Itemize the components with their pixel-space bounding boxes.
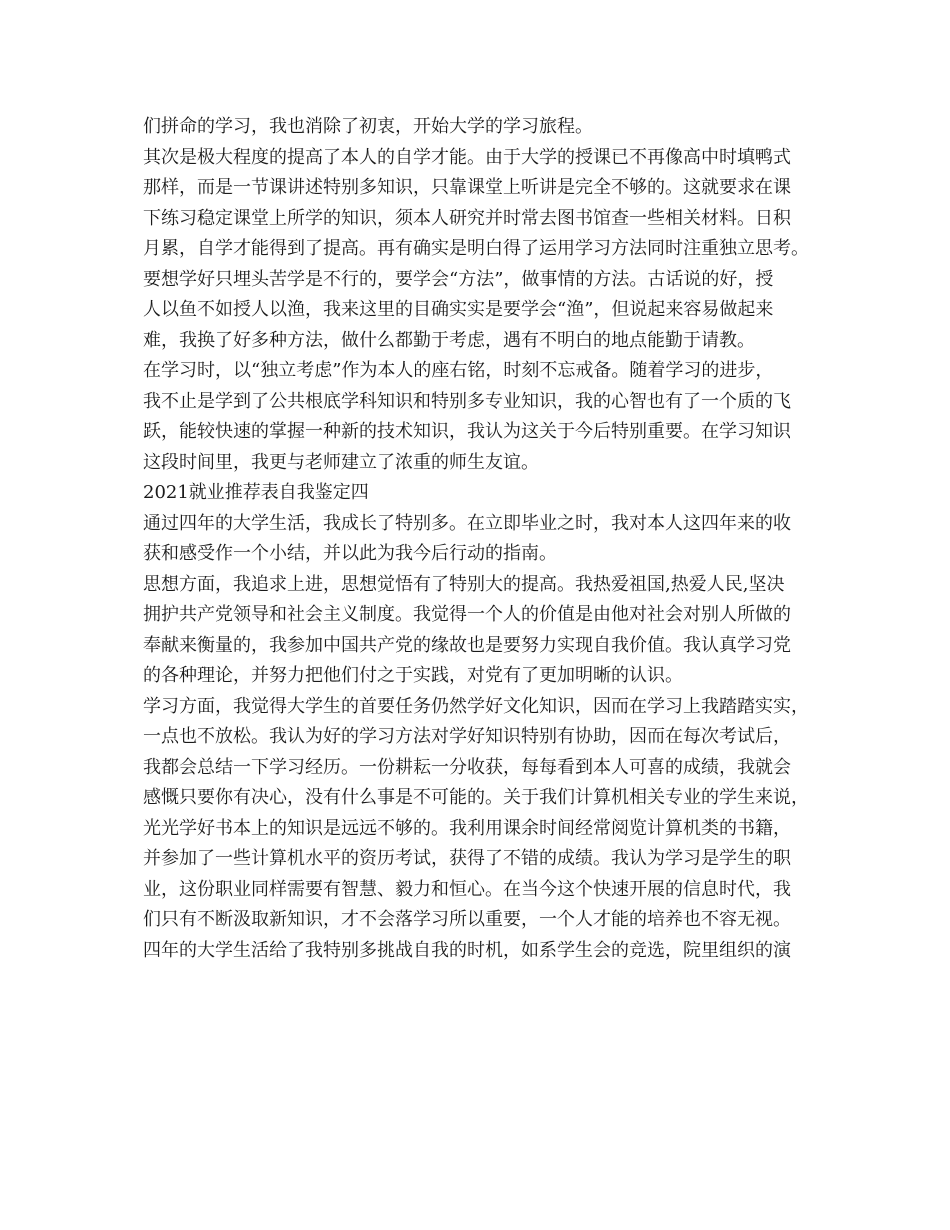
text-line: 获和感受作一个小结，并以此为我今后行动的指南。: [143, 543, 557, 564]
text-line: 们只有不断汲取新知识，才不会落学习所以重要，一个人才能的培养也不容无视。: [143, 909, 791, 930]
text-line: 奉献来衡量的，我参加中国共产党的缘故也是要努力实现自我价值。我认真学习党: [143, 634, 791, 656]
text-line: 下练习稳定课堂上所学的知识，须本人研究并时常去图书馆查一些相关材料。日积: [143, 207, 791, 229]
text-line: 业，这份职业同样需要有智慧、毅力和恒心。在当今这个快速开展的信息时代，我: [143, 878, 791, 900]
text-line: 感慨只要你有决心，没有什么事是不可能的。关于我们计算机相关专业的学生来说，: [143, 787, 809, 808]
text-line: 一点也不放松。我认为好的学习方法对学好知识特别有协助，因而在每次考试后，: [143, 726, 791, 747]
text-line: 我都会总结一下学习经历。一份耕耘一分收获，每每看到本人可喜的成绩，我就会: [143, 756, 791, 778]
section-heading: 2021就业推荐表自我鉴定四: [143, 482, 369, 503]
text-line: 人以鱼不如授人以渔，我来这里的目确实实是要学会“渔”，但说起来容易做起来: [143, 299, 774, 320]
text-line: 的各种理论，并努力把他们付之于实践，对党有了更加明晰的认识。: [143, 665, 683, 686]
text-line: 月累，自学才能得到了提高。再有确实是明白得了运用学习方法同时注重独立思考。: [143, 238, 809, 259]
text-line: 其次是极大程度的提高了本人的自学才能。由于大学的授课已不再像高中时填鸭式: [143, 146, 791, 168]
text-line: 思想方面，我追求上进，思想觉悟有了特别大的提高。我热爱祖国,热爱人民,坚决: [143, 573, 785, 595]
text-line: 那样，而是一节课讲述特别多知识，只靠课堂上听讲是完全不够的。这就要求在课: [143, 177, 791, 198]
text-line: 拥护共产党领导和社会主义制度。我觉得一个人的价值是由他对社会对别人所做的: [143, 604, 791, 625]
text-line: 四年的大学生活给了我特别多挑战自我的时机，如系学生会的竞选，院里组织的演: [143, 939, 791, 961]
text-line: 跃，能较快速的掌握一种新的技术知识，我认为这关于今后特别重要。在学习知识: [143, 421, 791, 442]
text-line: 学习方面，我觉得大学生的首要任务仍然学好文化知识，因而在学习上我踏踏实实，: [143, 695, 809, 717]
text-line: 们拼命的学习，我也消除了初衷，开始大学的学习旅程。: [143, 116, 593, 137]
text-line: 通过四年的大学生活，我成长了特别多。在立即毕业之时，我对本人这四年来的收: [143, 512, 791, 534]
text-line: 在学习时，以“独立考虑”作为本人的座右铭，时刻不忘戒备。随着学习的进步，: [143, 360, 774, 381]
text-line: 我不止是学到了公共根底学科知识和特别多专业知识，我的心智也有了一个质的飞: [143, 390, 791, 412]
text-line: 并参加了一些计算机水平的资历考试，获得了不错的成绩。我认为学习是学生的职: [143, 848, 791, 869]
text-line: 这段时间里，我更与老师建立了浓重的师生友谊。: [143, 451, 539, 473]
text-line: 光光学好书本上的知识是远远不够的。我利用课余时间经常阅览计算机类的书籍，: [143, 817, 791, 839]
text-line: 难，我换了好多种方法，做什么都勤于考虑，遇有不明白的地点能勤于请教。: [143, 329, 755, 351]
text-line: 要想学好只埋头苦学是不行的，要学会“方法”，做事情的方法。古话说的好，授: [143, 268, 774, 290]
document-page: [143, 112, 823, 966]
